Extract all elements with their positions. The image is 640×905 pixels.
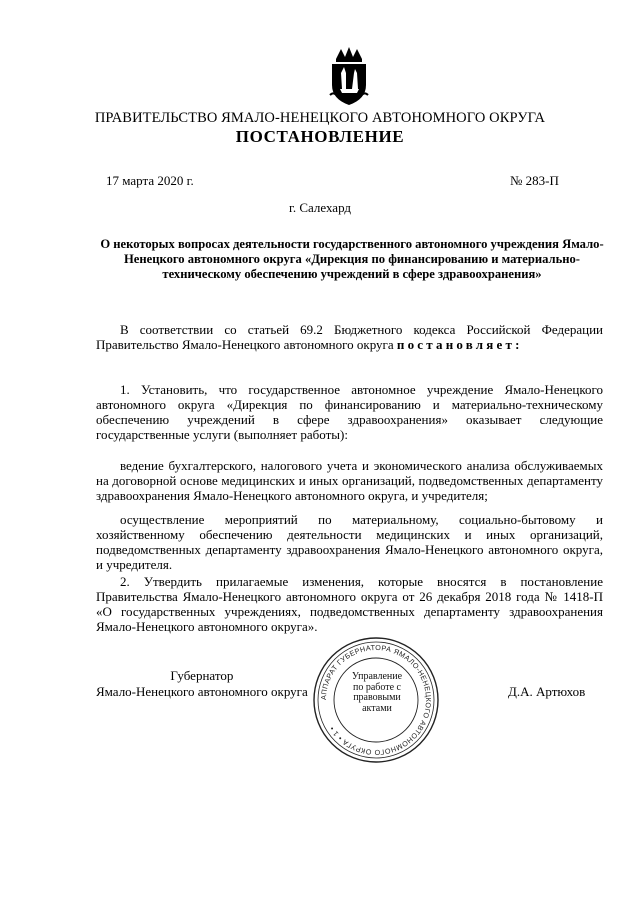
document-date: 17 марта 2020 г. (106, 173, 194, 188)
item-1-subitem-a: ведение бухгалтерского, налогового учета и экономического анализа обслуживаемых на договорной основе медицинских и иных организаций, подведомственных департаменту здравоохранения Ямало-Ненецкого автономного округа, и учредителя; (96, 458, 603, 504)
document-place: г. Салехард (288, 200, 352, 215)
preamble-paragraph (96, 322, 603, 352)
signer-position (96, 668, 308, 700)
signer-position-line-2: Ямало-Ненецкого автономного округа (96, 684, 308, 699)
document-title: О некоторых вопросах деятельности государственного автономного учреждения Ямало-Ненецкого автономного округа «Дирекция по финансированию и материально-техническому обеспечению учреждений в сфере здравоохранения» (100, 237, 604, 281)
coat-of-arms-emblem (328, 45, 370, 107)
preamble-text: В соответствии со статьей 69.2 Бюджетного кодекса Российской Федерации Правительство Ямало-Ненецкого автономного округа (96, 322, 603, 353)
decree-word: постановляет: (396, 337, 523, 353)
document-type: ПОСТАНОВЛЕНИЕ (235, 127, 405, 146)
stamp-center-text: Управление по работе с правовыми актами (351, 671, 403, 714)
document-number: № 283-П (510, 173, 559, 188)
item-2-paragraph: 2. Утвердить прилагаемые изменения, которые вносятся в постановление Правительства Ямало-Ненецкого автономного округа от 26 декабря 2018 года № 1418-П «О государственных учреждениях, подведомственных департаменту здравоохранения Ямало-Ненецкого автономного округа». (96, 574, 603, 635)
item-1-subitem-b: осуществление мероприятий по материальному, социально-бытовому и хозяйственному обеспечению деятельности медицинских и иных организаций, подведомственных департаменту здравоохранения Ямало-Ненецкого автономного округа, и учредителя. (96, 512, 603, 573)
stamp-ring-text: АППАРАТ ГУБЕРНАТОРА ЯМАЛО-НЕНЕЦКОГО АВТОНОМНОГО ОКРУГА • 1 • (318, 642, 434, 758)
item-1-paragraph: 1. Установить, что государственное автономное учреждение Ямало-Ненецкого автономного округа «Дирекция по финансированию и материально-техническому обеспечению учреждений в сфере здравоохранения» оказывает следующие государственные услуги (выполняет работы): (96, 382, 603, 443)
government-name: ПРАВИТЕЛЬСТВО ЯМАЛО-НЕНЕЦКОГО АВТОНОМНОГО ОКРУГА (94, 110, 546, 126)
signer-position-line-1: Губернатор (170, 668, 234, 683)
signer-name: Д.А. Артюхов (508, 684, 586, 699)
